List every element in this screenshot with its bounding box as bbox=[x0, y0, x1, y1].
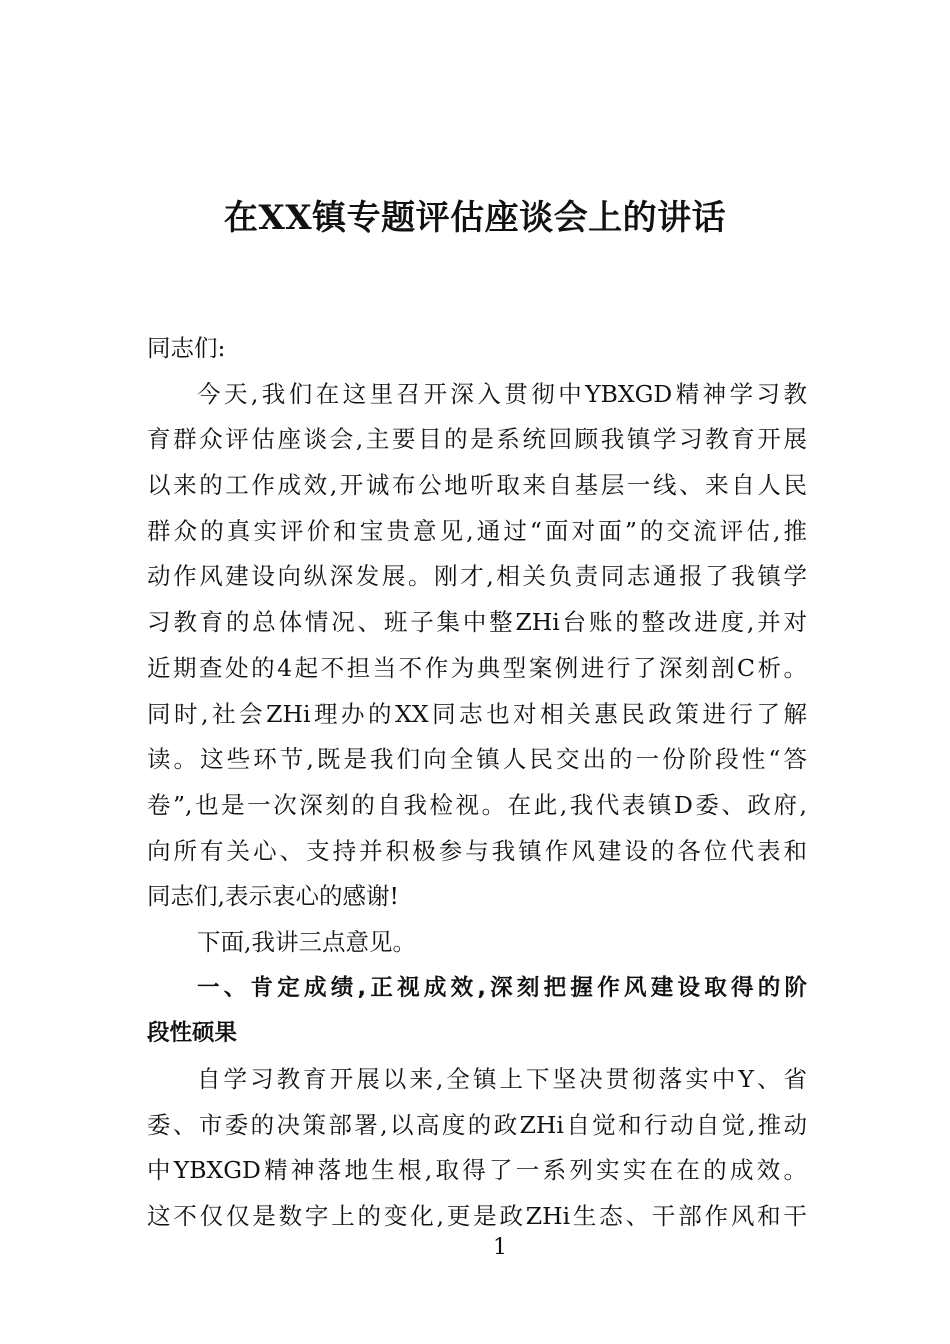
paragraph-line: 同时,社会ZHi理办的XX同志也对相关惠民政策进行了解 bbox=[147, 699, 807, 728]
paragraph-line: 群众的真实评价和宝贵意见,通过“面对面”的交流评估,推 bbox=[147, 516, 807, 545]
paragraph-line: 同志们,表示衷心的感谢! bbox=[147, 882, 399, 911]
document-title: 在XX镇专题评估座谈会上的讲话 bbox=[223, 198, 727, 238]
paragraph-line: 中YBXGD精神落地生根,取得了一系列实实在在的成效。 bbox=[147, 1156, 807, 1185]
paragraph-line: 近期查处的4起不担当不作为典型案例进行了深刻剖C析。 bbox=[147, 653, 807, 682]
paragraph-line: 习教育的总体情况、班子集中整ZHi台账的整改进度,并对 bbox=[147, 608, 807, 637]
section-heading: 一、肯定成绩,正视成效,深刻把握作风建设取得的阶 bbox=[197, 974, 807, 1001]
section-heading: 段性硕果 bbox=[147, 1020, 238, 1047]
salutation: 同志们: bbox=[147, 334, 226, 362]
paragraph-line: 自学习教育开展以来,全镇上下坚决贯彻落实中Y、省 bbox=[197, 1065, 807, 1093]
paragraph-line: 读。这些环节,既是我们向全镇人民交出的一份阶段性“答 bbox=[147, 745, 807, 774]
document-body bbox=[147, 326, 807, 1240]
paragraph-line: 下面,我讲三点意见。 bbox=[197, 927, 416, 956]
paragraph-line: 以来的工作成效,开诚布公地听取来自基层一线、来自人民 bbox=[147, 471, 807, 500]
paragraph-line: 委、市委的决策部署,以高度的政ZHi自觉和行动自觉,推动 bbox=[147, 1110, 807, 1139]
paragraph-line: 向所有关心、支持并积极参与我镇作风建设的各位代表和 bbox=[147, 836, 807, 865]
paragraph-line: 今天,我们在这里召开深入贯彻中YBXGD精神学习教 bbox=[197, 379, 807, 408]
paragraph-line: 卷”,也是一次深刻的自我检视。在此,我代表镇D委、政府, bbox=[147, 790, 807, 819]
paragraph-line: 动作风建设向纵深发展。刚才,相关负责同志通报了我镇学 bbox=[147, 562, 807, 591]
paragraph-line: 育群众评估座谈会,主要目的是系统回顾我镇学习教育开展 bbox=[147, 425, 807, 454]
paragraph-line: 这不仅仅是数字上的变化,更是政ZHi生态、干部作风和干 bbox=[147, 1202, 807, 1231]
page-number: 1 bbox=[493, 1235, 507, 1260]
